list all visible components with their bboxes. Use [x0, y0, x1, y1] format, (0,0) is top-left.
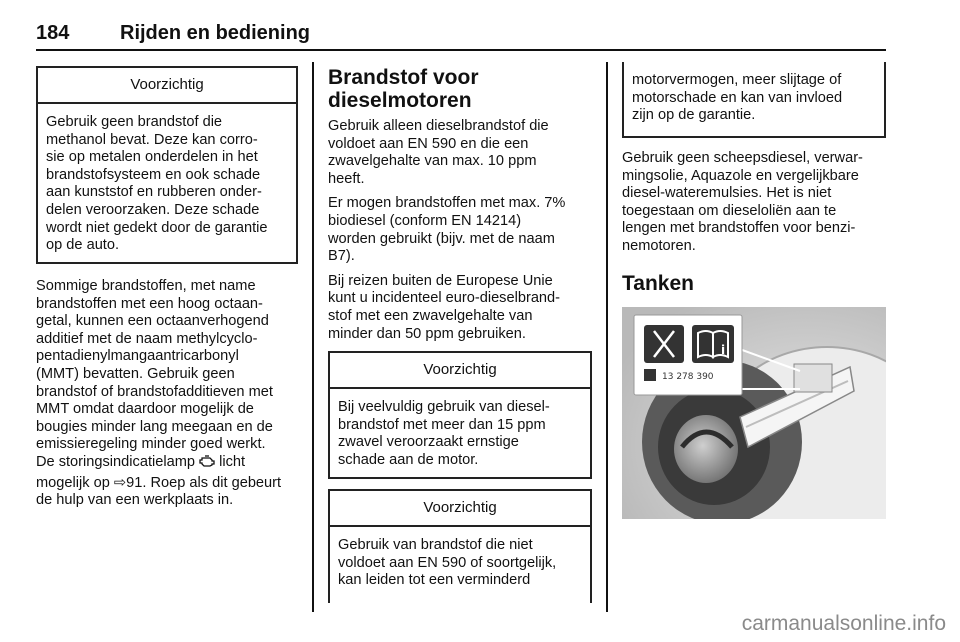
- text-line: op de auto.: [46, 237, 120, 254]
- text-line: brandstof met meer dan 15 ppm: [338, 416, 546, 433]
- text-line: Gebruik geen scheepsdiesel, verwar-: [622, 150, 863, 166]
- text-line: stof met een zwavelgehalte van: [328, 307, 533, 324]
- text-line: lengen met brandstoffen voor benzi-: [622, 220, 856, 237]
- text-line: delen veroorzaken. Deze schade: [46, 201, 260, 218]
- text-line: emissieregeling minder goed werkt.: [36, 436, 266, 453]
- fuel-flap-drawing: [622, 307, 886, 519]
- warning-heading: Voorzichtig: [38, 68, 296, 104]
- text-line: mingsolie, Aquazole en vergelijkbare: [622, 167, 859, 184]
- text-line: mogelijk op ⇨91. Roep als dit gebeurt: [36, 473, 282, 491]
- text-line: bougies minder lang meegaan en de: [36, 418, 273, 435]
- text-line: Bij veelvuldig gebruik van diesel-: [338, 399, 550, 416]
- text-line: getal, kunnen een octaanverhogend: [36, 313, 269, 330]
- page-header: [36, 22, 886, 48]
- text-line: motorvermogen, meer slijtage of: [632, 72, 842, 88]
- text-line: diesel-wateremulsies. Het is niet: [622, 185, 832, 202]
- text-line: kan leiden tot een verminderd: [338, 572, 531, 589]
- text-line: biodiesel (conform EN 14214): [328, 212, 522, 229]
- section-heading-diesel: Brandstof voor dieselmotoren: [328, 66, 479, 112]
- mmt-paragraph: [36, 278, 298, 510]
- text-line: Er mogen brandstoffen met max. 7%: [328, 195, 566, 212]
- text-line: Gebruik van brandstof die niet: [338, 537, 533, 554]
- page-reference-arrow-icon[interactable]: ⇨: [113, 473, 127, 491]
- fuel-filler-illustration: [622, 307, 886, 519]
- text-line: methanol bevat. Deze kan corro-: [46, 131, 258, 148]
- text-line: worden gebruikt (bijv. met de naam: [328, 230, 555, 247]
- text-line: kunt u incidenteel euro-dieselbrand-: [328, 290, 561, 307]
- text-line: motorschade en kan van invloed: [632, 89, 843, 106]
- text-line: nemotoren.: [622, 237, 696, 254]
- warning-box-methanol: [36, 66, 298, 264]
- engine-check-icon: [199, 455, 215, 474]
- text-line: voldoet aan EN 590 en die een: [328, 135, 529, 152]
- warning-body: [330, 389, 590, 477]
- text-line: De storingsindicatielamp licht: [36, 454, 298, 474]
- text-line: brandstoffen met een hoog octaan-: [36, 295, 263, 312]
- warning-body: [38, 104, 296, 263]
- header-rule: [36, 49, 886, 51]
- text-line: heeft.: [328, 170, 365, 187]
- site-watermark: carmanualsonline.info: [741, 612, 946, 635]
- label-code: 13 278 390: [662, 371, 714, 382]
- column-1: [36, 66, 298, 510]
- text-line: toegestaan om dieseloliën aan te: [622, 202, 837, 219]
- text-line: Gebruik geen brandstof die: [46, 114, 223, 130]
- warning-body: [330, 527, 590, 598]
- diesel-paragraph-3: [328, 273, 592, 343]
- diesel-paragraph-1: [328, 118, 592, 188]
- text-line: Sommige brandstoffen, met name: [36, 278, 256, 294]
- text-line: MMT omdat daardoor mogelijk de: [36, 401, 254, 418]
- warning-heading: Voorzichtig: [330, 491, 590, 527]
- column-divider-1: [312, 62, 314, 612]
- text-line: aan kunststof en rubberen onder-: [46, 184, 262, 201]
- text-line: zijn op de garantie.: [632, 107, 756, 124]
- text-line: pentadienylmangaantricarbonyl: [36, 348, 239, 365]
- text-line: wordt niet gedekt door de garantie: [46, 219, 268, 236]
- text-line: Bij reizen buiten de Europese Unie: [328, 272, 553, 289]
- page-number: 184: [36, 22, 70, 44]
- warning-box-continued: [622, 62, 886, 138]
- svg-text:i: i: [721, 342, 726, 357]
- section-heading-tanken: Tanken: [622, 271, 694, 295]
- text-line: brandstof of brandstofadditieven met: [36, 383, 273, 400]
- text-line: zwavel veroorzaakt ernstige: [338, 434, 519, 451]
- column-2: [328, 66, 592, 603]
- text-line: B7).: [328, 248, 355, 265]
- text-line: de hulp van een werkplaats in.: [36, 492, 234, 509]
- column-3: [622, 62, 886, 519]
- warning-box-sulfur: [328, 351, 592, 479]
- text-line: minder dan 50 ppm gebruiken.: [328, 325, 526, 342]
- text-line: brandstofsysteem en ook schade: [46, 166, 261, 183]
- warning-heading: Voorzichtig: [330, 353, 590, 389]
- warning-box-en590: [328, 489, 592, 603]
- diesel-paragraph-2: [328, 195, 592, 265]
- page-title: Rijden en bediening: [120, 22, 311, 44]
- text-line: (MMT) bevatten. Gebruik geen: [36, 365, 235, 382]
- text-line: zwavelgehalte van max. 10 ppm: [328, 153, 537, 170]
- column-divider-2: [606, 62, 608, 612]
- text-line: additief met de naam methylcyclo-: [36, 330, 258, 347]
- marine-diesel-paragraph: [622, 150, 886, 256]
- text-line: Gebruik alleen dieselbrandstof die: [328, 118, 549, 134]
- text-line: sie op metalen onderdelen in het: [46, 149, 258, 166]
- text-line: voldoet aan EN 590 of soortgelijk,: [338, 554, 557, 571]
- text-line: schade aan de motor.: [338, 451, 479, 468]
